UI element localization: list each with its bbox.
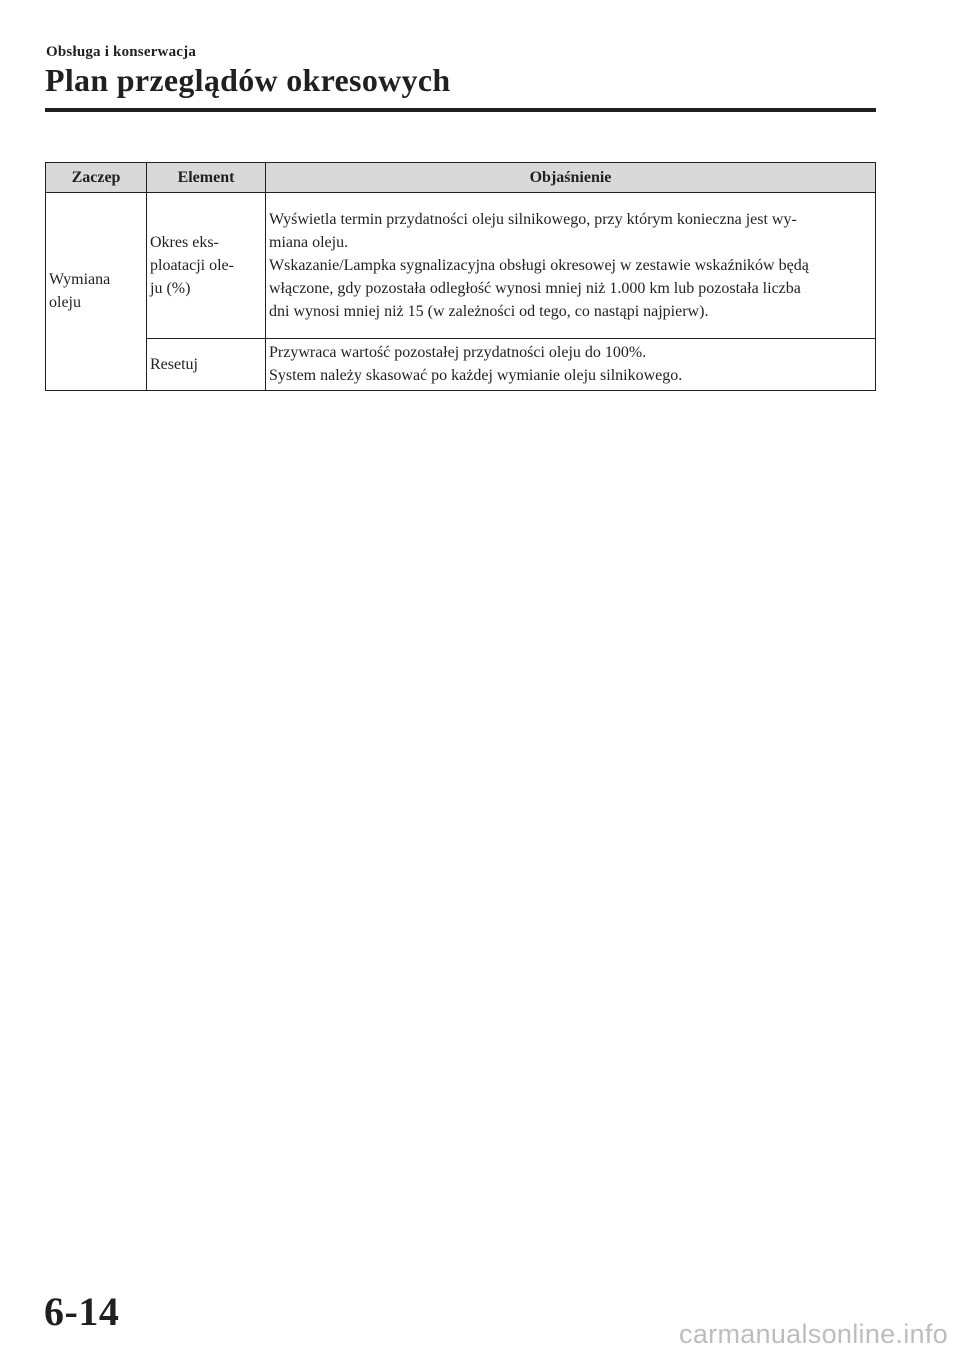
element-cell xyxy=(147,339,266,391)
hook-text: Wymiana oleju xyxy=(49,271,111,311)
section-label: Obsługa i konserwacja xyxy=(46,44,197,60)
element-text: Okres eks- ploatacji ole- ju (%) xyxy=(150,233,234,297)
explanation-text: Przywraca wartość pozostałej przydatności oleju do 100%. System należy skasować po każdej wymianie oleju silnikowego. xyxy=(269,344,683,384)
hook-cell xyxy=(46,193,147,391)
element-text: Resetuj xyxy=(150,355,198,373)
page-number: 6-14 xyxy=(44,1289,120,1334)
maintenance-table xyxy=(45,162,876,391)
explanation-text: Wyświetla termin przydatności oleju silnikowego, przy którym konieczna jest wy- miana oleju. Wskazanie/Lampka sygnalizacyjna obsługi okresowej w zestawie wskaźników będą włączone, gdy pozostała odległość wynosi mniej niż 1.000 km lub pozostała liczba dni wynosi mniej niż 15 (w zależności od tego, co nastąpi najpierw). xyxy=(269,210,809,320)
column-header-hook: Zaczep xyxy=(46,163,147,193)
title-divider xyxy=(45,108,876,112)
table-row xyxy=(46,339,876,391)
table-header-row xyxy=(46,163,876,193)
column-header-element: Element xyxy=(147,163,266,193)
element-cell xyxy=(147,193,266,339)
explanation-cell xyxy=(266,339,876,391)
page-title: Plan przeglądów okresowych xyxy=(45,62,451,98)
column-header-explanation: Objaśnienie xyxy=(266,163,876,193)
watermark-text: carmanualsonline.info xyxy=(679,1319,948,1349)
table-row xyxy=(46,193,876,339)
explanation-cell xyxy=(266,193,876,339)
